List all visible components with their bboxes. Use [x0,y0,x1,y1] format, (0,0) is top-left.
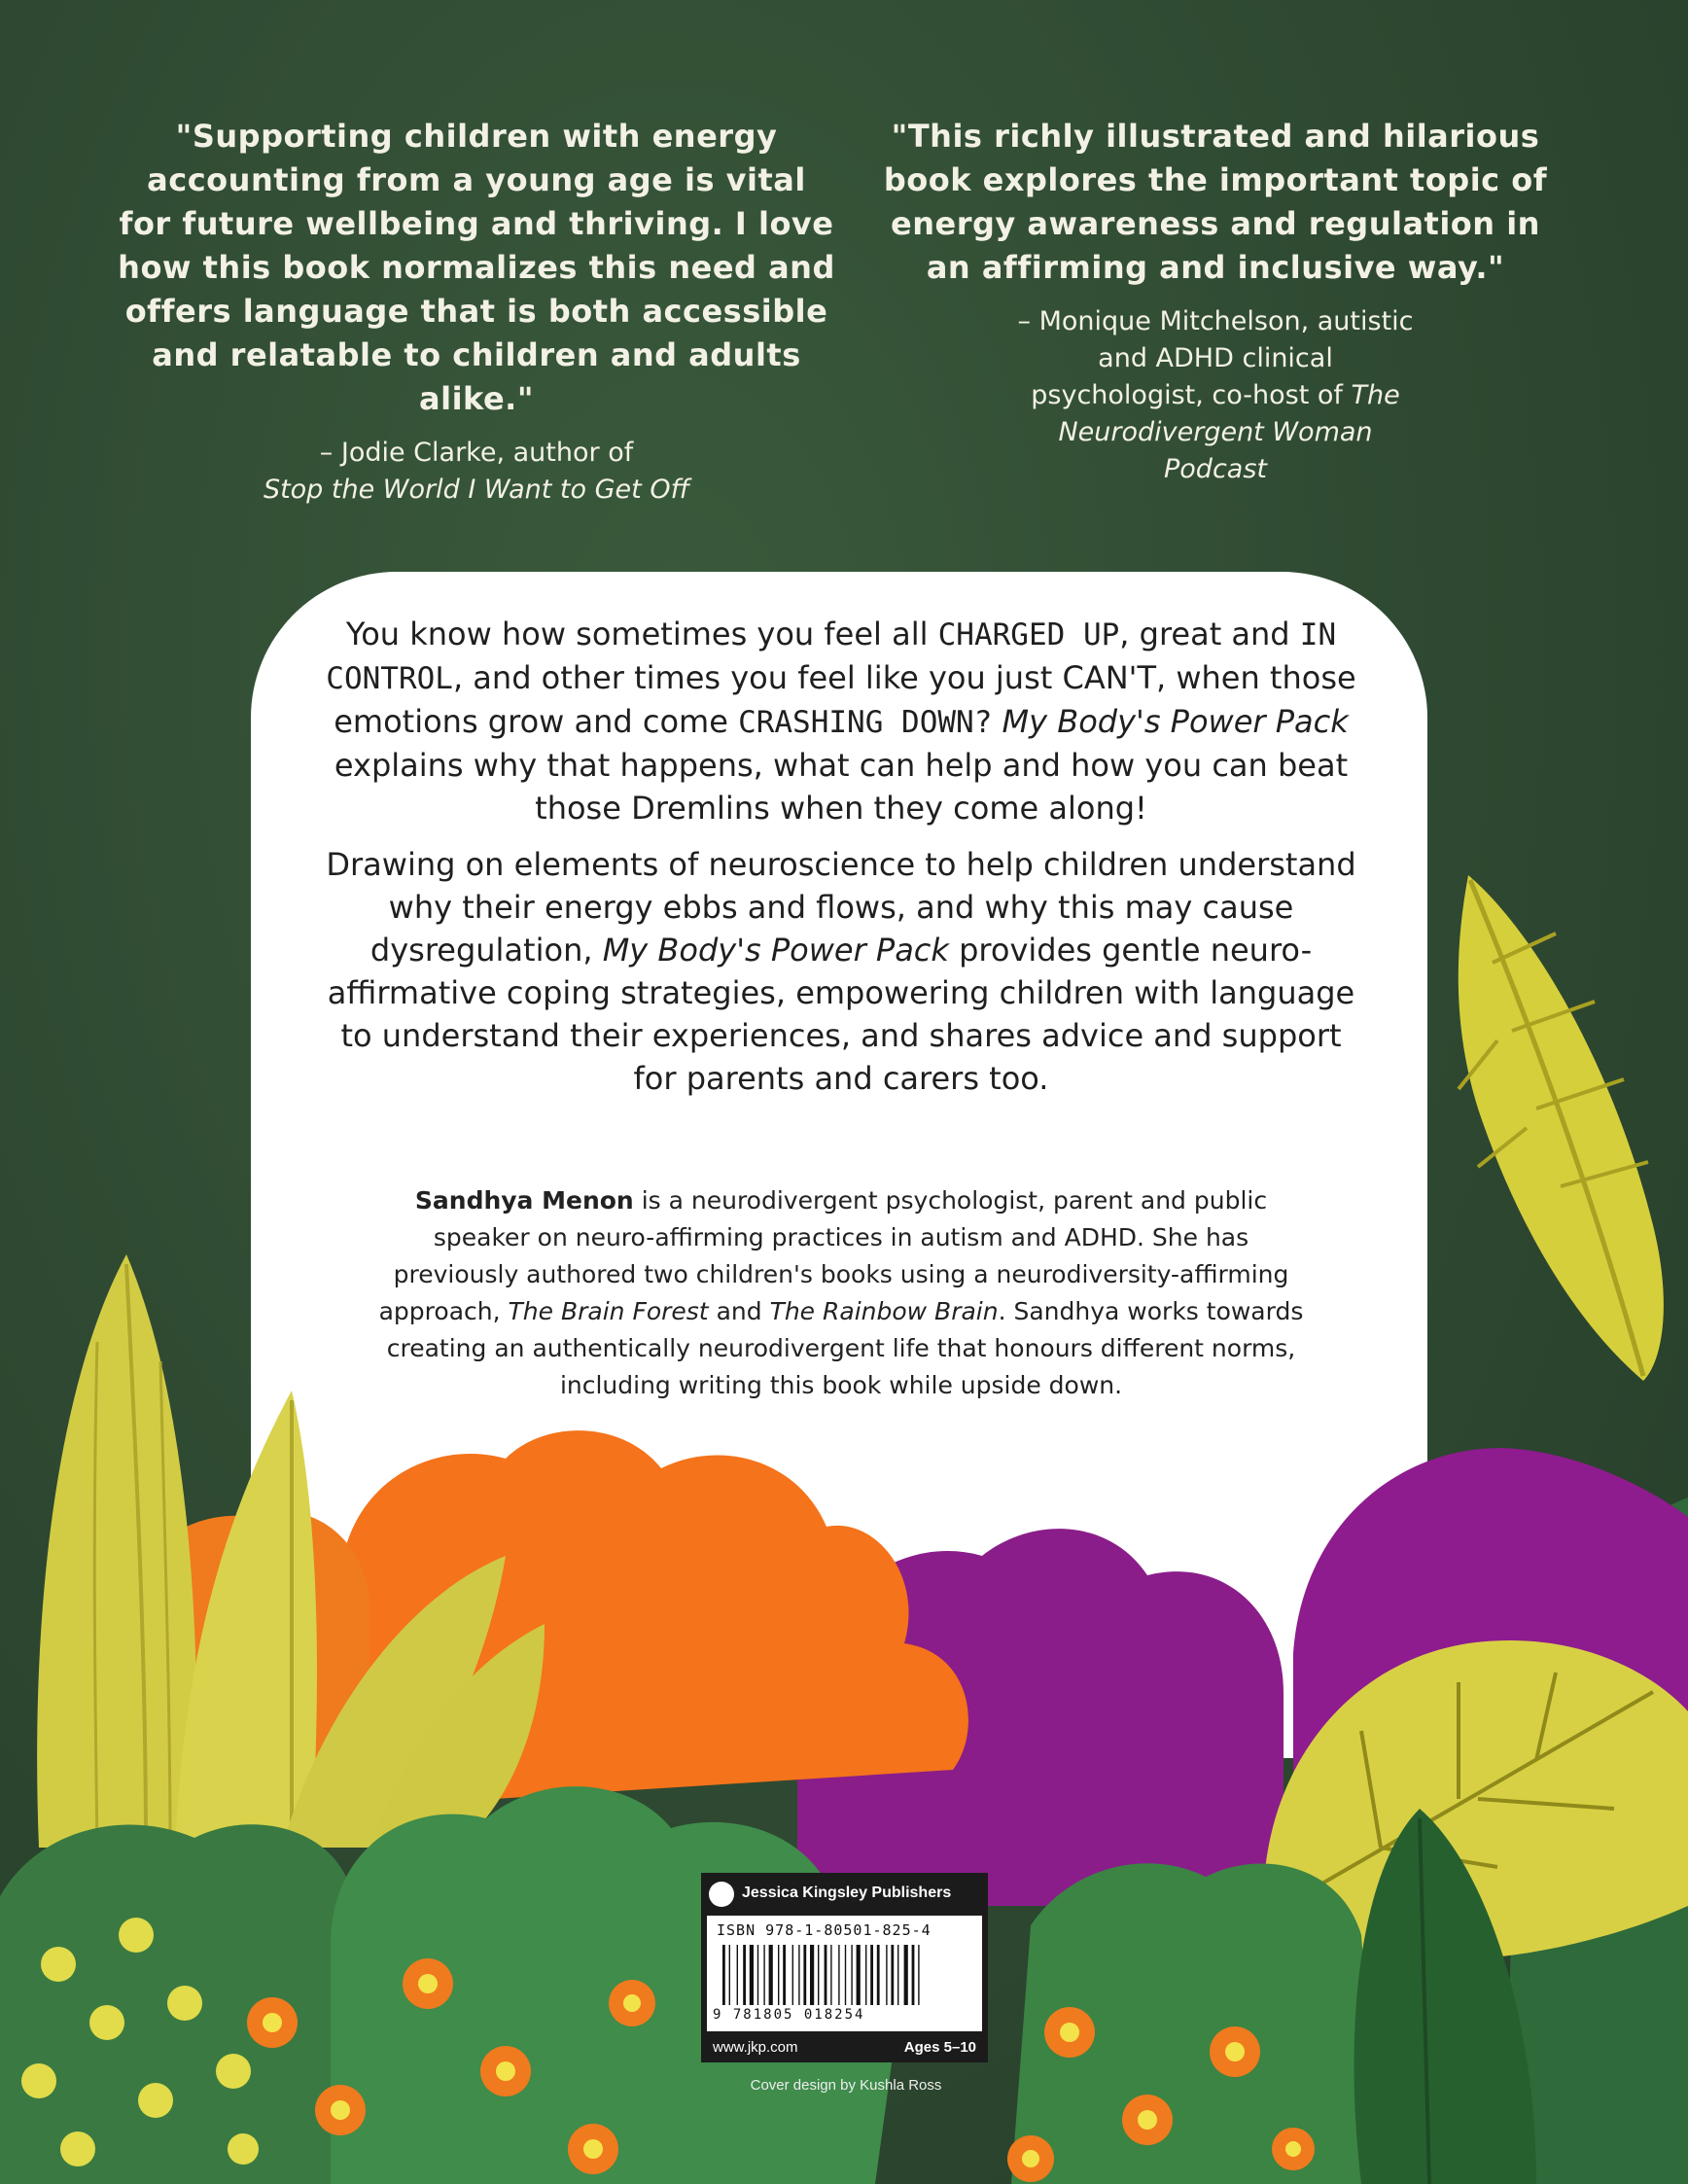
barcode-bar [743,1945,746,2005]
yellow-palm-leaf-right [1459,875,1664,1381]
barcode-bar [830,1945,831,2005]
barcode-bar [737,1945,738,2005]
quote-2-author: – Monique Mitchelson, autistic and ADHD clinical psychologist, co-host of [1017,306,1414,410]
publisher-website: www.jkp.com [713,2039,798,2056]
blurb-book-title-2: My Body's Power Pack [602,932,949,969]
isbn-area [707,1916,982,2031]
isbn-label: ISBN 978-1-80501-825-4 [717,1921,932,1939]
author-bio: Sandhya Menon is a neurodivergent psychologist, parent and public speaker on neuro-affirming practices in autism and ADHD. She has previously authored two children's books using a neurodiversity-affirming approach, The Brain Forest and The Rainbow Brain. Sandhya works towards creating an authentically neurodivergent life that honours different norms, including writing this book while upside down. [378,1186,1304,1399]
barcode-bar [865,1945,866,2005]
barcode-bar [763,1945,764,2005]
barcode-bar [857,1945,861,2005]
barcode-bar [825,1945,827,2005]
barcode-bar [722,1945,725,2005]
barcode-block [701,1873,988,2062]
barcode-bars [721,1945,968,2005]
barcode-bar [877,1945,880,2005]
barcode-bar [818,1945,819,2005]
barcode-bar [792,1945,793,2005]
barcode-bar [729,1945,730,2005]
author-book-1: The Brain Forest [508,1297,709,1325]
barcode-bar [778,1945,779,2005]
barcode-footer [701,2033,988,2062]
publisher-row [701,1873,988,1916]
yellow-grass-leaf-1 [37,1254,196,1848]
author-name: Sandhya Menon [414,1186,634,1215]
quote-2-podcast-title: The Neurodivergent Woman Podcast [1058,380,1400,484]
barcode-bar [750,1945,754,2005]
barcode-bar [757,1945,758,2005]
barcode-bar [886,1945,887,2005]
quote-1-author: – Jodie Clarke, author of [319,438,634,468]
barcode-bar [851,1945,852,2005]
blurb-paragraph-1: You know how sometimes you feel all CHARGED UP, great and IN CONTROL, and other times you feel like you just CAN'T, when those emotions grow and come CRASHING DOWN? My Body's Power Pack explains why that happens, what can help and how you can beat those Dremlins when they come along! [326,616,1356,827]
barcode-bar [838,1945,839,2005]
barcode-bar [845,1945,846,2005]
age-range: Ages 5–10 [903,2039,976,2056]
quote-1-text: "Supporting children with energy accounting from a young age is vital for future wellbeing and thriving. I love how this book normalizes this need and offers language that is both accessible and relatable to children and adults alike." [118,118,835,417]
barcode-bar [912,1945,915,2005]
barcode-digits: 9 781805 018254 [713,2007,865,2023]
charged-up-text: CHARGED UP [937,617,1120,652]
barcode-bar [798,1945,799,2005]
crashing-down-text: CRASHING DOWN? [738,705,993,740]
in-control-text: IN CONTROL [326,617,1337,696]
blurb-book-title-1: My Body's Power Pack [1002,703,1349,740]
quote-1-book-title: Stop the World I Want to Get Off [263,475,690,505]
barcode-bar [891,1945,894,2005]
publisher-name: Jessica Kingsley Publishers [742,1885,952,1901]
barcode-bar [870,1945,873,2005]
barcode-bar [803,1945,806,2005]
author-book-2: The Rainbow Brain [769,1297,999,1325]
publisher-logo-icon [709,1882,734,1907]
blurb-paragraph-2: Drawing on elements of neuroscience to help children understand why their energy ebbs and flows, and why this may cause dysregulation, My Body's Power Pack provides gentle neuro-affirmative coping strategies, empowering children with language to understand their experiences, and shares advice and support for parents and carers too. [326,846,1356,1097]
cover-design-credit: Cover design by Kushla Ross [750,2077,942,2094]
barcode-bar [918,1945,919,2005]
barcode-bar [783,1945,786,2005]
barcode-bar [769,1945,773,2005]
barcode-bar [904,1945,908,2005]
barcode-bar [897,1945,898,2005]
barcode-bar [810,1945,814,2005]
quote-2-text: "This richly illustrated and hilarious book explores the important topic of energy awareness and regulation in an affirming and inclusive way." [883,118,1548,286]
